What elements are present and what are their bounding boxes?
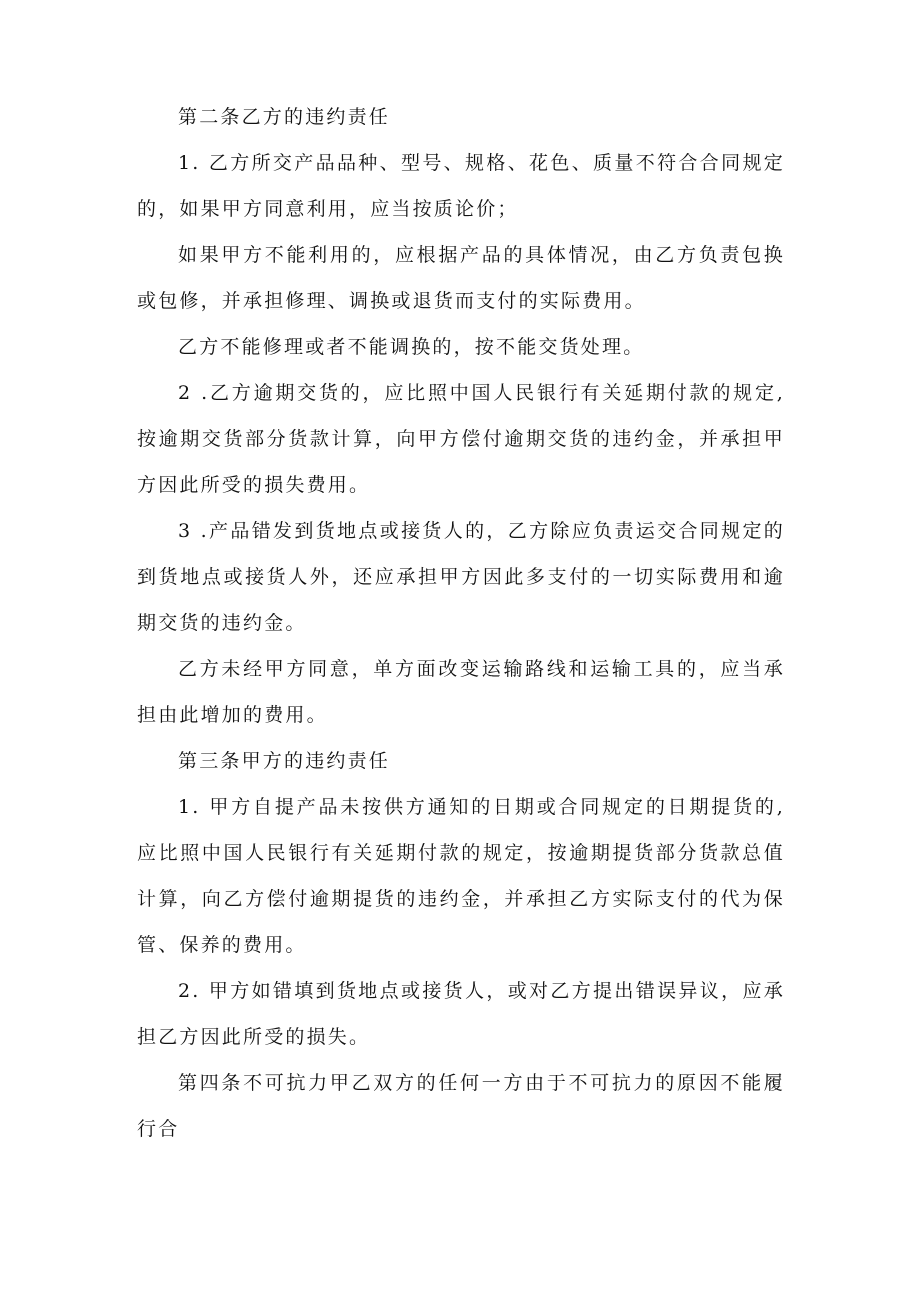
paragraph-unusable-product: 如果甲方不能利用的，应根据产品的具体情况，由乙方负责包换或包修，并承担修理、调换或退货而支付的实际费用。 [137, 244, 785, 312]
paragraph-misdelivery: 3 .产品错发到货地点或接货人的，乙方除应负责运交合同规定的到货地点或接货人外，还应承担甲方因此多支付的一切实际费用和逾期交货的违约金。 [137, 520, 785, 634]
section-heading-article-2: 第二条乙方的违约责任 [178, 106, 391, 128]
paragraph-route-change: 乙方未经甲方同意，单方面改变运输路线和运输工具的，应当承担由此增加的费用。 [137, 658, 785, 726]
paragraph-wrong-address: 2. 甲方如错填到货地点或接货人，或对乙方提出错误异议，应承担乙方因此所受的损失。 [137, 980, 785, 1048]
document-body [137, 94, 785, 1152]
paragraph-late-pickup: 1. 甲方自提产品未按供方通知的日期或合同规定的日期提货的,应比照中国人民银行有关延期付款的规定，按逾期提货部分货款总值计算，向乙方偿付逾期提货的违约金，并承担乙方实际支付的代为保管、保养的费用。 [137, 796, 785, 956]
paragraph-force-majeure: 第四条不可抗力甲乙双方的任何一方由于不可抗力的原因不能履行合 [137, 1072, 785, 1140]
paragraph-quality-nonconformity: 1. 乙方所交产品品种、型号、规格、花色、质量不符合合同规定的，如果甲方同意利用，应当按质论价； [137, 152, 785, 220]
paragraph-cannot-repair: 乙方不能修理或者不能调换的，按不能交货处理。 [178, 336, 645, 358]
paragraph-late-delivery: 2 .乙方逾期交货的，应比照中国人民银行有关延期付款的规定,按逾期交货部分货款计算，向甲方偿付逾期交货的违约金，并承担甲方因此所受的损失费用。 [137, 382, 785, 496]
section-heading-article-3: 第三条甲方的违约责任 [178, 750, 391, 772]
